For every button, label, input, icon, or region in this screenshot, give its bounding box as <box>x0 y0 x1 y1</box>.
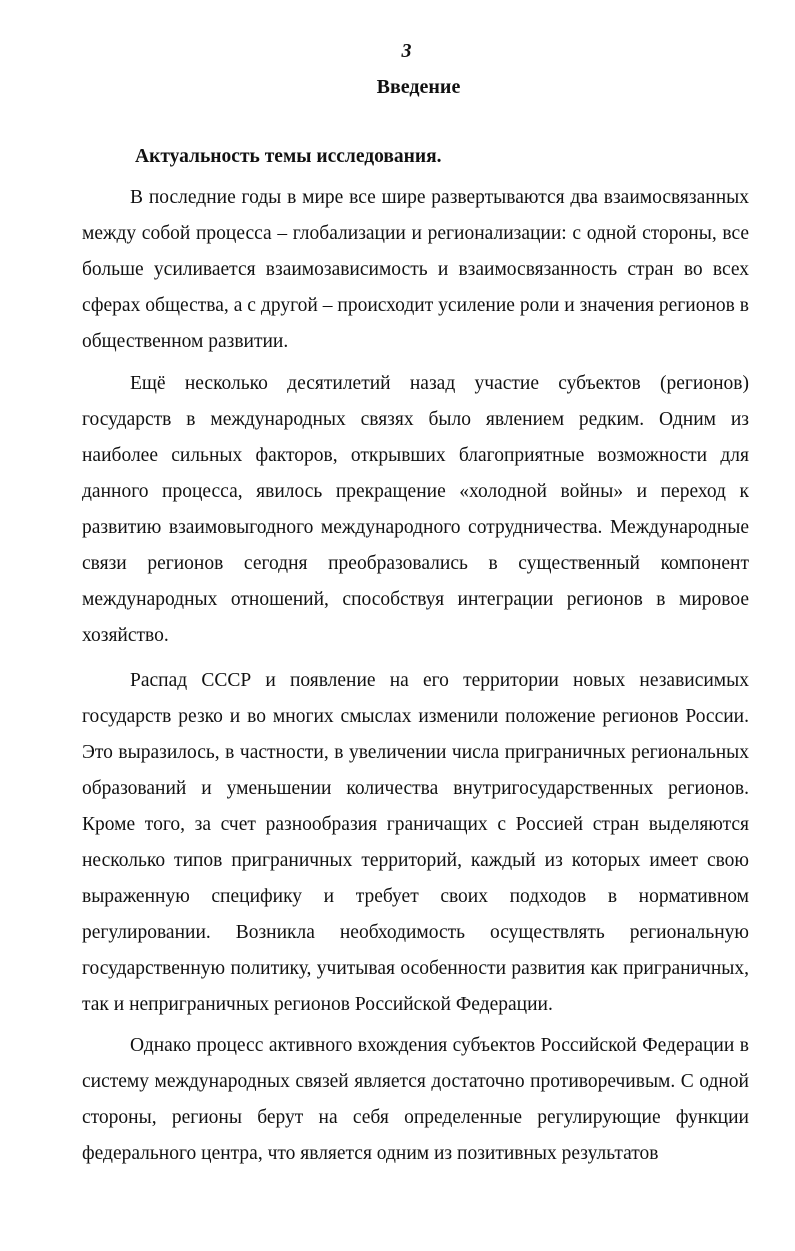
paragraph: Однако процесс активного вхождения субъектов Российской Федерации в систему международных связей является достаточно противоречивым. С одной стороны, регионы берут на себя определенные регулирующие функции федерального центра, что является одним из позитивных результатов <box>82 1035 749 1164</box>
paragraph: Ещё несколько десятилетий назад участие субъектов (регионов) государств в международных связях было явлением редким. Одним из наиболее сильных факторов, открывших благоприятные возможности для данного процесса, явилось прекращение «холодной войны» и переход к развитию взаимовыгодного международного сотрудничества. Международные связи регионов сегодня преобразовались в существенный компонент международных отношений, способствуя интеграции регионов в мировое хозяйство. <box>82 373 749 646</box>
paragraph: Распад СССР и появление на его территории новых независимых государств резко и во многих смыслах изменили положение регионов России. Это выразилось, в частности, в увеличении числа приграничных региональных образований и уменьшении количества внутригосударственных регионов. Кроме того, за счет разнообразия граничащих с Россией стран выделяются несколько типов приграничных территорий, каждый из которых имеет свою выраженную специфику и требует своих подходов в нормативном регулировании. Возникла необходимость осуществлять региональную государственную политику, учитывая особенности развития как приграничных, так и неприграничных регионов Российской Федерации. <box>82 670 749 1015</box>
page-title: Введение <box>376 76 461 98</box>
section-heading: Актуальность темы исследования. <box>135 146 442 167</box>
page-number: 3 <box>401 40 412 62</box>
document-body <box>82 180 749 1172</box>
paragraph: В последние годы в мире все шире развертываются два взаимосвязанных между собой процесса – глобализации и регионализации: с одной стороны, все больше усиливается взаимозависимость и взаимосвязанность стран во всех сферах общества, а с другой – происходит усиление роли и значения регионов в общественном развитии. <box>82 187 749 352</box>
